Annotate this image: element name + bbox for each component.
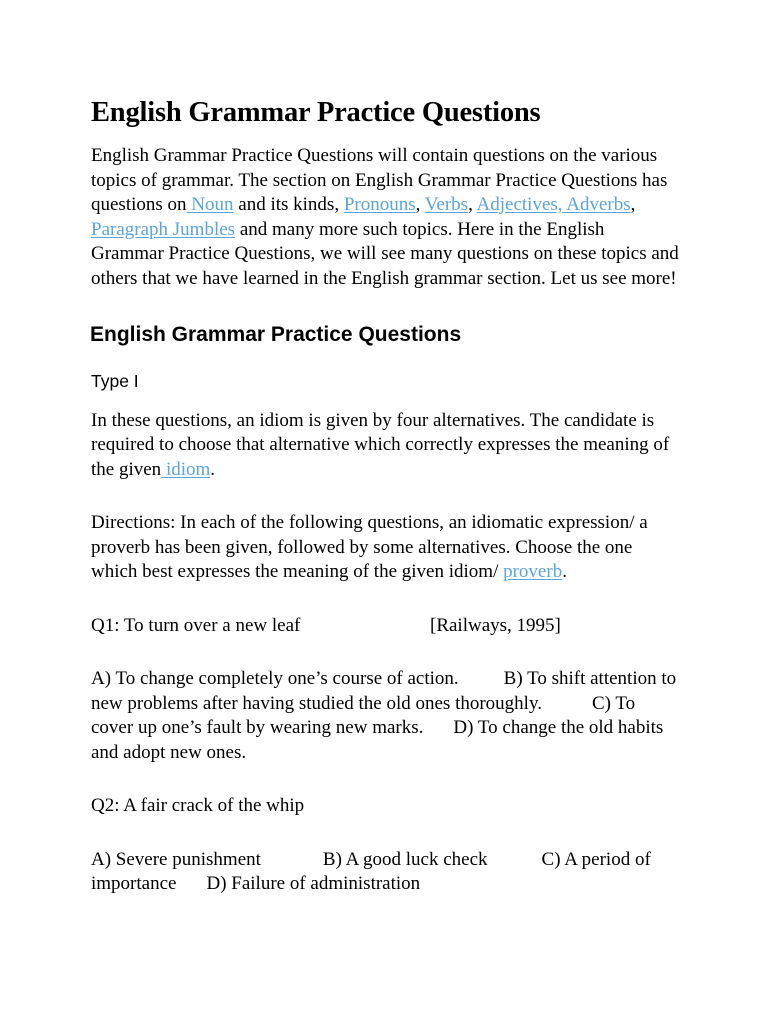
q1-source: [Railways, 1995] [430,614,561,636]
adjectives-adverbs-link[interactable]: Adjectives, Adverbs [476,194,631,215]
section-heading: English Grammar Practice Questions [90,323,462,346]
directions-paragraph [91,511,681,585]
intro-paragraph [91,144,681,291]
verbs-link[interactable]: Verbs [424,194,469,215]
q2-option-b: B) A good luck check [322,848,488,870]
q1-question-line [91,614,681,639]
q2-question: Q2: A fair crack of the whip [91,795,305,816]
directions-end: . [562,561,567,582]
intro-sep-1: , [415,194,425,215]
proverb-link[interactable]: proverb [503,561,563,582]
paragraph-jumbles-link[interactable]: Paragraph Jumbles [91,218,236,240]
intro-sep-2: , [468,194,477,215]
type-description [91,409,681,483]
type-description-text: In these questions, an idiom is given by four alternatives. The candidate is required to choose that alternative which correctly expresses the meaning of the given [91,409,670,480]
noun-link[interactable]: Noun [186,194,234,215]
type-description-end: . [210,458,216,480]
q2-options [91,848,681,897]
q1-question: Q1: To turn over a new leaf [91,614,301,636]
q1-option-c: C) To cover up one’s fault by wearing new marks. [91,692,636,738]
intro-text-3: and many more such topics. Here in the English Grammar Practice Questions, we will see many questions on these topics and others that we have learned in the English grammar section. Let us see more! [91,218,679,289]
q2-option-d: D) Failure of administration [206,873,421,894]
page-title: English Grammar Practice Questions [91,97,541,128]
document-page [91,96,681,926]
directions-text: Directions: In each of the following questions, an idiomatic expression/ a proverb has been given, followed by some alternatives. Choose the one which best expresses the meaning of the given idiom/ [91,512,648,582]
q1-option-a: A) To change completely one’s course of action. [91,668,459,689]
intro-text-1: English Grammar Practice Questions will contain questions on the various topics of grammar. The section on English Grammar Practice Questions has questions on [91,145,668,215]
intro-sep-3: , [630,194,636,215]
q1-option-b: B) To shift attention to new problems after having studied the old ones thoroughly. [91,668,677,714]
intro-text-2: and its kinds, [233,194,344,215]
q2-option-a: A) Severe punishment [91,848,261,870]
idiom-link[interactable]: idiom [161,458,211,480]
pronouns-link[interactable]: Pronouns [343,194,416,215]
q2-option-c: C) A period of importance [91,848,651,894]
type-label: Type I [91,371,139,391]
q1-option-d: D) To change the old habits and adopt new ones. [91,717,664,763]
q1-options [91,667,681,765]
